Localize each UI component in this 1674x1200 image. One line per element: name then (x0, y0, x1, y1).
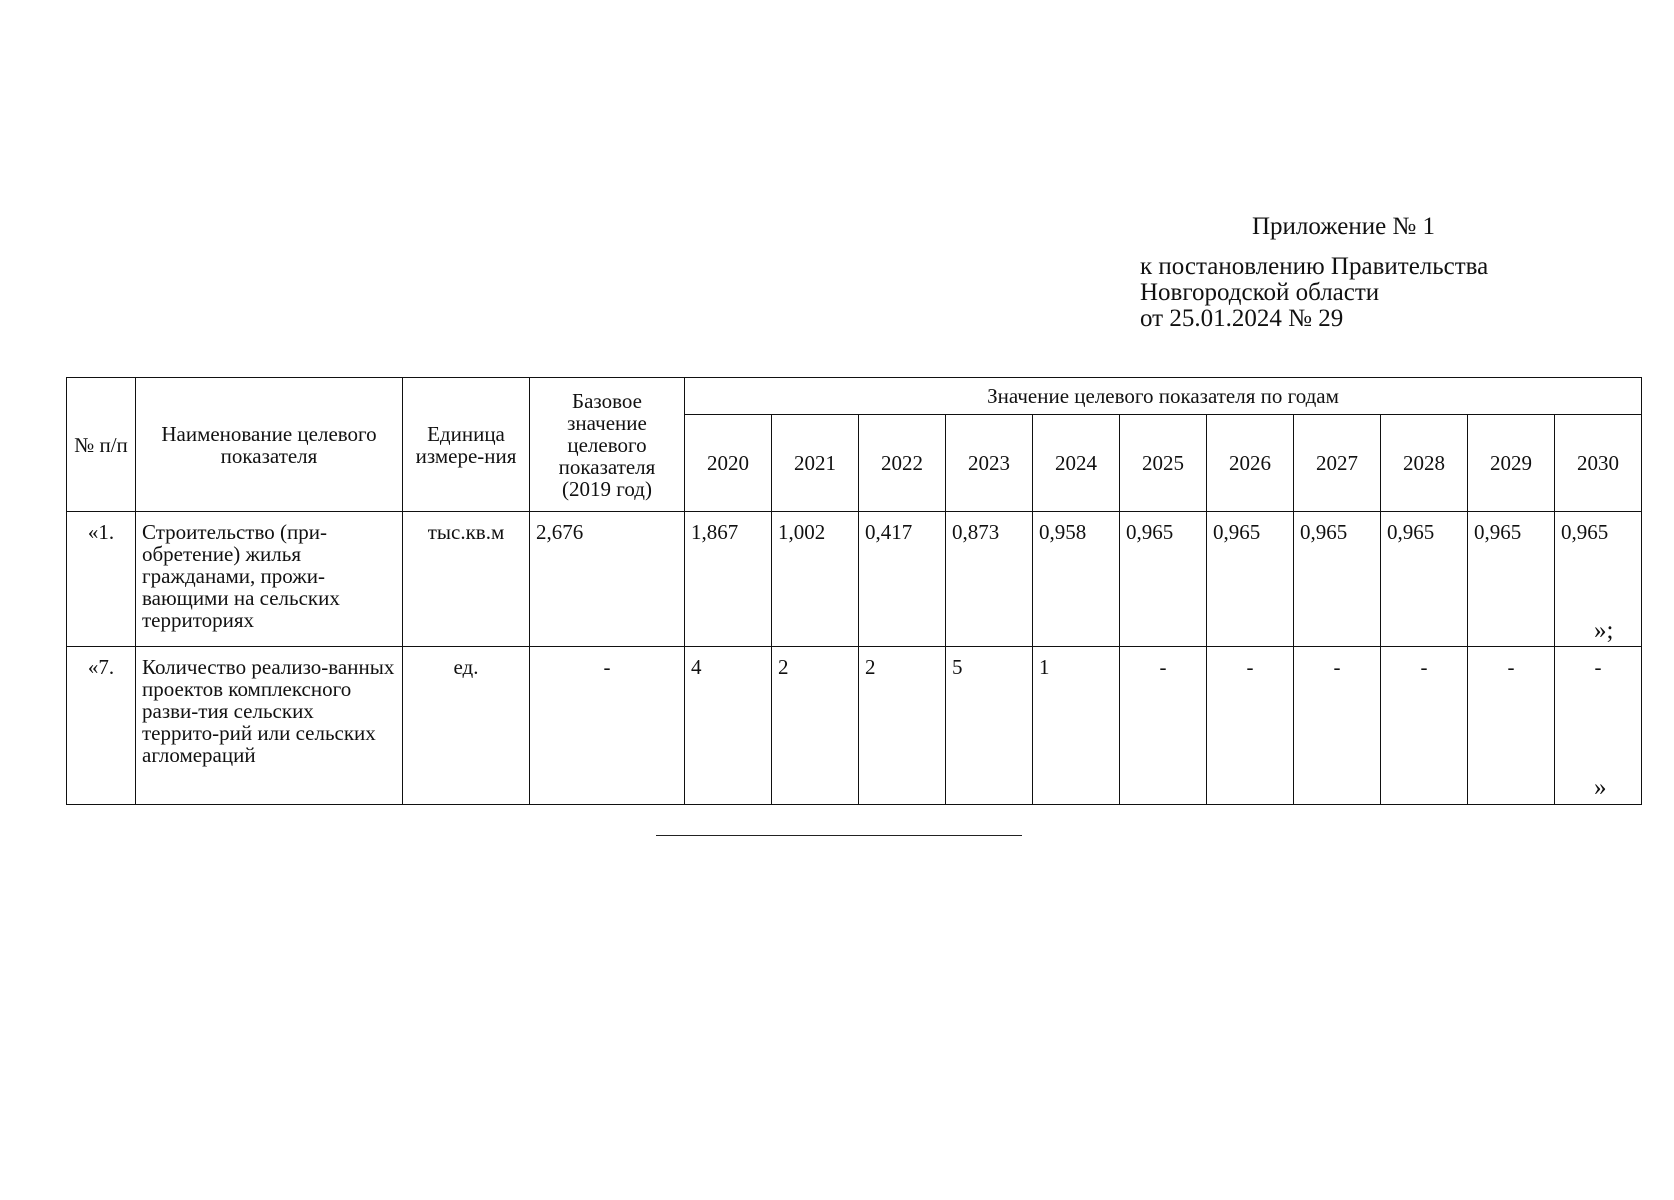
header-year: 2027 (1294, 415, 1381, 512)
year-value-cell: 0,965 (1294, 512, 1381, 647)
annex-region-line: Новгородской области (1140, 279, 1380, 306)
header-year: 2021 (772, 415, 859, 512)
header-year: 2029 (1468, 415, 1555, 512)
year-value-cell: 0,965 (1207, 512, 1294, 647)
base-value-cell: - (530, 647, 685, 805)
year-value-cell: - (1468, 647, 1555, 805)
header-num: № п/п (67, 378, 136, 512)
year-value-cell: - (1120, 647, 1207, 805)
year-value-cell: - (1294, 647, 1381, 805)
indicators-table (66, 377, 1642, 805)
year-value-cell: 0,965 (1381, 512, 1468, 647)
footer-rule (656, 835, 1022, 836)
year-value-cell: 0,417 (859, 512, 946, 647)
header-year: 2030 (1555, 415, 1642, 512)
indicator-name: Строительство (при-обретение) жилья гражданами, прожи-вающими на сельских территориях (136, 512, 403, 647)
row-7-closing-quote: » (1594, 774, 1607, 801)
year-value-cell: 0,965 (1120, 512, 1207, 647)
year-value-cell: - (1381, 647, 1468, 805)
year-value-cell: 1 (1033, 647, 1120, 805)
header-base: Базовое значение целевого показателя (2019 год) (530, 378, 685, 512)
year-value-cell: 2 (859, 647, 946, 805)
header-row (67, 378, 1642, 415)
year-value-cell: - (1207, 647, 1294, 805)
header-year: 2022 (859, 415, 946, 512)
table-row (67, 512, 1642, 647)
row-number: «1. (67, 512, 136, 647)
year-value-cell: 5 (946, 647, 1033, 805)
header-year: 2020 (685, 415, 772, 512)
header-year: 2028 (1381, 415, 1468, 512)
year-value-cell: 2 (772, 647, 859, 805)
year-value-cell: - (1555, 647, 1642, 805)
annex-date-line: от 25.01.2024 № 29 (1140, 305, 1344, 332)
row-number: «7. (67, 647, 136, 805)
header-years-group: Значение целевого показателя по годам (685, 378, 1642, 415)
table-row (67, 647, 1642, 805)
unit-cell: ед. (403, 647, 530, 805)
annex-title: Приложение № 1 (1252, 213, 1436, 240)
row-1-closing-quote: »; (1594, 617, 1614, 644)
header-year: 2023 (946, 415, 1033, 512)
year-value-cell: 0,965 (1468, 512, 1555, 647)
year-value-cell: 0,958 (1033, 512, 1120, 647)
base-value-cell: 2,676 (530, 512, 685, 647)
year-value-cell: 4 (685, 647, 772, 805)
annex-resolution-line: к постановлению Правительства (1140, 253, 1489, 280)
header-year: 2024 (1033, 415, 1120, 512)
header-year: 2025 (1120, 415, 1207, 512)
header-unit: Единица измере-ния (403, 378, 530, 512)
year-value-cell: 0,965 (1555, 512, 1642, 647)
annex-header (1140, 214, 1660, 332)
year-value-cell: 1,002 (772, 512, 859, 647)
year-value-cell: 1,867 (685, 512, 772, 647)
year-value-cell: 0,873 (946, 512, 1033, 647)
unit-cell: тыс.кв.м (403, 512, 530, 647)
header-name: Наименование целевого показателя (136, 378, 403, 512)
header-year: 2026 (1207, 415, 1294, 512)
indicator-name: Количество реализо-ванных проектов комплексного разви-тия сельских террито-рий или сельских агломераций (136, 647, 403, 805)
